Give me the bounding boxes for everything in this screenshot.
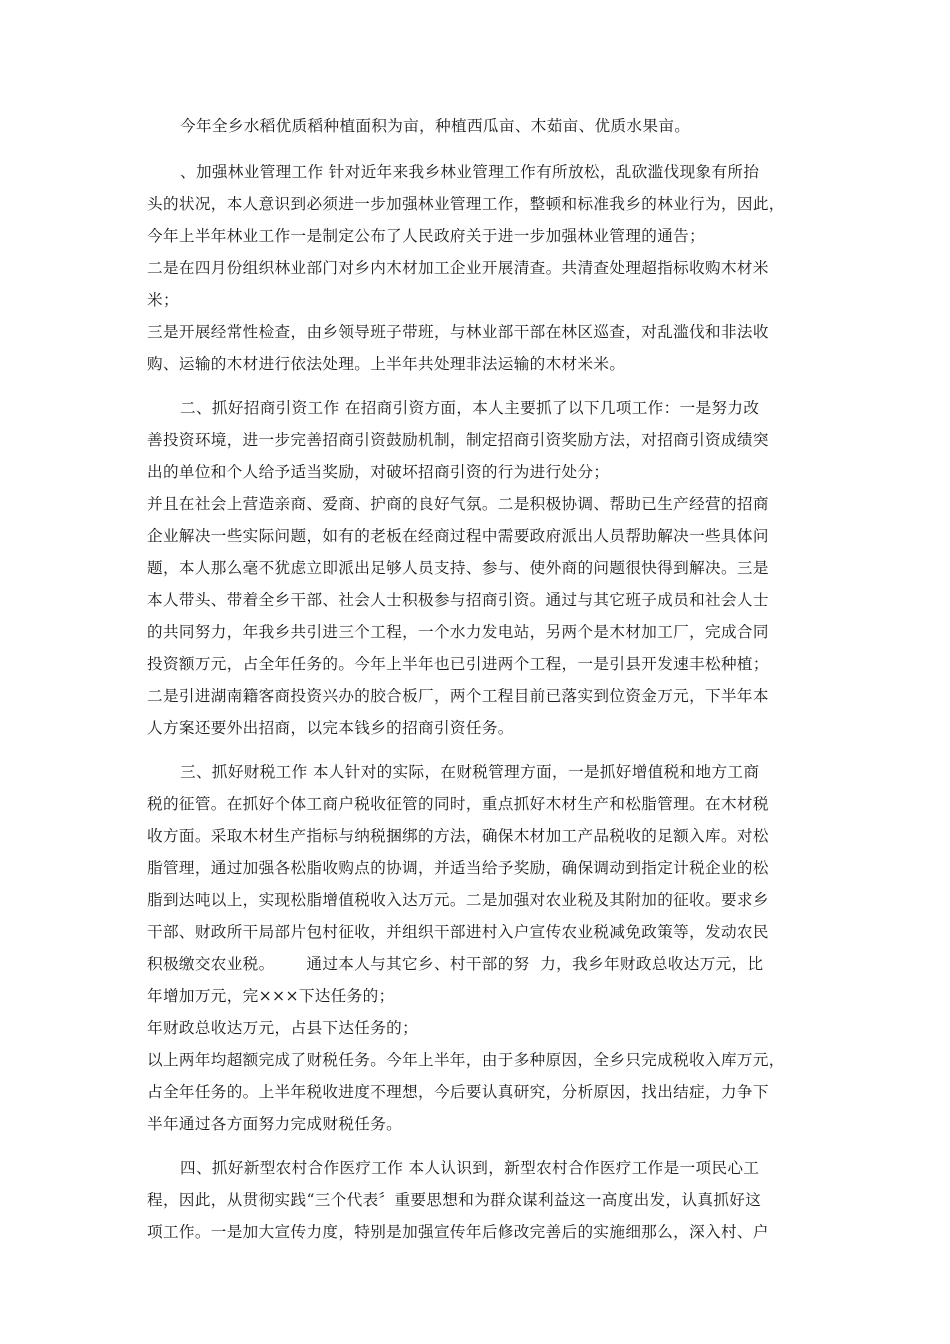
text-line-5: 二是在四月份组织林业部门对乡内木材加工企业开展清查。共清查处理超指标收购木材米 <box>147 259 769 277</box>
text-line-22: 收方面。采取木材生产指标与纳税捆绑的方法，确保木材加工产品税收的足额入库。对松 <box>147 827 769 845</box>
text-line-31: 半年通过各方面努力完成财税任务。 <box>147 1115 403 1133</box>
text-line-18: 二是引进湖南籍客商投资兴办的胶合板厂，两个工程目前已落实到位资金万元，下半年本 <box>147 687 769 705</box>
text-line-33: 程，因此，从贯彻实践“三个代表〞重要思想和为群众谋利益这一高度出发，认真抓好这 <box>147 1191 762 1209</box>
text-line-24: 脂到达吨以上，实现松脂增值税收入达万元。二是加强对农业税及其附加的征收。要求乡 <box>147 891 769 909</box>
text-line-2: 、加强林业管理工作 针对近年来我乡林业管理工作有所放松，乱砍滥伐现象有所抬 <box>180 163 760 181</box>
text-line-11: 出的单位和个人给予适当奖励，对破坏招商引资的行为进行处分； <box>147 463 610 481</box>
text-line-23: 脂管理，通过加强各松脂收购点的协调，并适当给予奖励，确保调动到指定计税企业的松 <box>147 859 769 877</box>
text-line-20: 三、抓好财税工作 本人针对的实际，在财税管理方面，一是抓好增值税和地方工商 <box>180 763 760 781</box>
text-line-14: 题，本人那么毫不犹虑立即派出足够人员支持、参与、使外商的问题很快得到解决。三是 <box>147 559 769 577</box>
text-line-29: 以上两年均超额完成了财税任务。今年上半年，由于多种原因，全乡只完成税收入库万元， <box>147 1051 785 1069</box>
text-line-28: 年财政总收达万元，占县下达任务的； <box>147 1019 419 1037</box>
text-line-10: 善投资环境，进一步完善招商引资鼓励机制，制定招商引资奖励方法，对招商引资成绩突 <box>147 431 769 449</box>
text-line-1: 今年全乡水稻优质稻种植面积为亩，种植西瓜亩、木茹亩、优质水果亩。 <box>180 117 691 135</box>
text-line-7: 三是开展经常性检查，由乡领导班子带班，与林业部干部在林区巡查，对乱滥伐和非法收 <box>147 323 769 341</box>
text-line-16: 的共同努力，年我乡共引进三个工程，一个水力发电站，另两个是木材加工厂，完成合同 <box>147 623 769 641</box>
text-line-34: 项工作。一是加大宣传力度，特别是加强宣传年后修改完善后的实施细那么，深入村、户 <box>147 1223 769 1241</box>
text-line-19: 人方案还要外出招商，以完本钱乡的招商引资任务。 <box>147 719 514 737</box>
text-line-25: 干部、财政所干局部片包村征收，并组织干部进村入户宣传农业税减免政策等，发动农民 <box>147 923 769 941</box>
text-line-17: 投资额万元，占全年任务的。今年上半年也已引进两个工程，一是引县开发速丰松种植； <box>147 655 769 673</box>
text-line-6: 米； <box>147 291 179 309</box>
text-line-13: 企业解决一些实际问题，如有的老板在经商过程中需要政府派出人员帮助解决一些具体问 <box>147 527 769 545</box>
text-line-32: 四、抓好新型农村合作医疗工作 本人认识到，新型农村合作医疗工作是一项民心工 <box>180 1159 760 1177</box>
text-line-3: 头的状况，本人意识到必须进一步加强林业管理工作，整顿和标准我乡的林业行为，因此， <box>147 195 785 213</box>
text-line-8: 购、运输的木材进行依法处理。上半年共处理非法运输的木材米米。 <box>147 355 626 373</box>
text-line-12: 并且在社会上营造亲商、爱商、护商的良好气氛。二是积极协调、帮助已生产经营的招商 <box>147 495 769 513</box>
text-line-9: 二、抓好招商引资工作 在招商引资方面，本人主要抓了以下几项工作：一是努力改 <box>180 399 760 417</box>
text-line-4: 今年上半年林业工作一是制定公布了人民政府关于进一步加强林业管理的通告； <box>147 227 706 245</box>
text-line-27: 年增加万元，完×××下达任务的； <box>147 987 395 1005</box>
text-line-15: 本人带头、带着全乡干部、社会人士积极参与招商引资。通过与其它班子成员和社会人士 <box>147 591 769 609</box>
text-line-30: 占全年任务的。上半年税收进度不理想，今后要认真研究，分析原因，找出结症，力争下 <box>147 1083 769 1101</box>
text-line-21: 税的征管。在抓好个体工商户税收征管的同时，重点抓好木材生产和松脂管理。在木材税 <box>147 795 769 813</box>
text-line-26: 积极缴交农业税。 通过本人与其它乡、村干部的努 力，我乡年财政总收达万元，比 <box>147 955 764 973</box>
